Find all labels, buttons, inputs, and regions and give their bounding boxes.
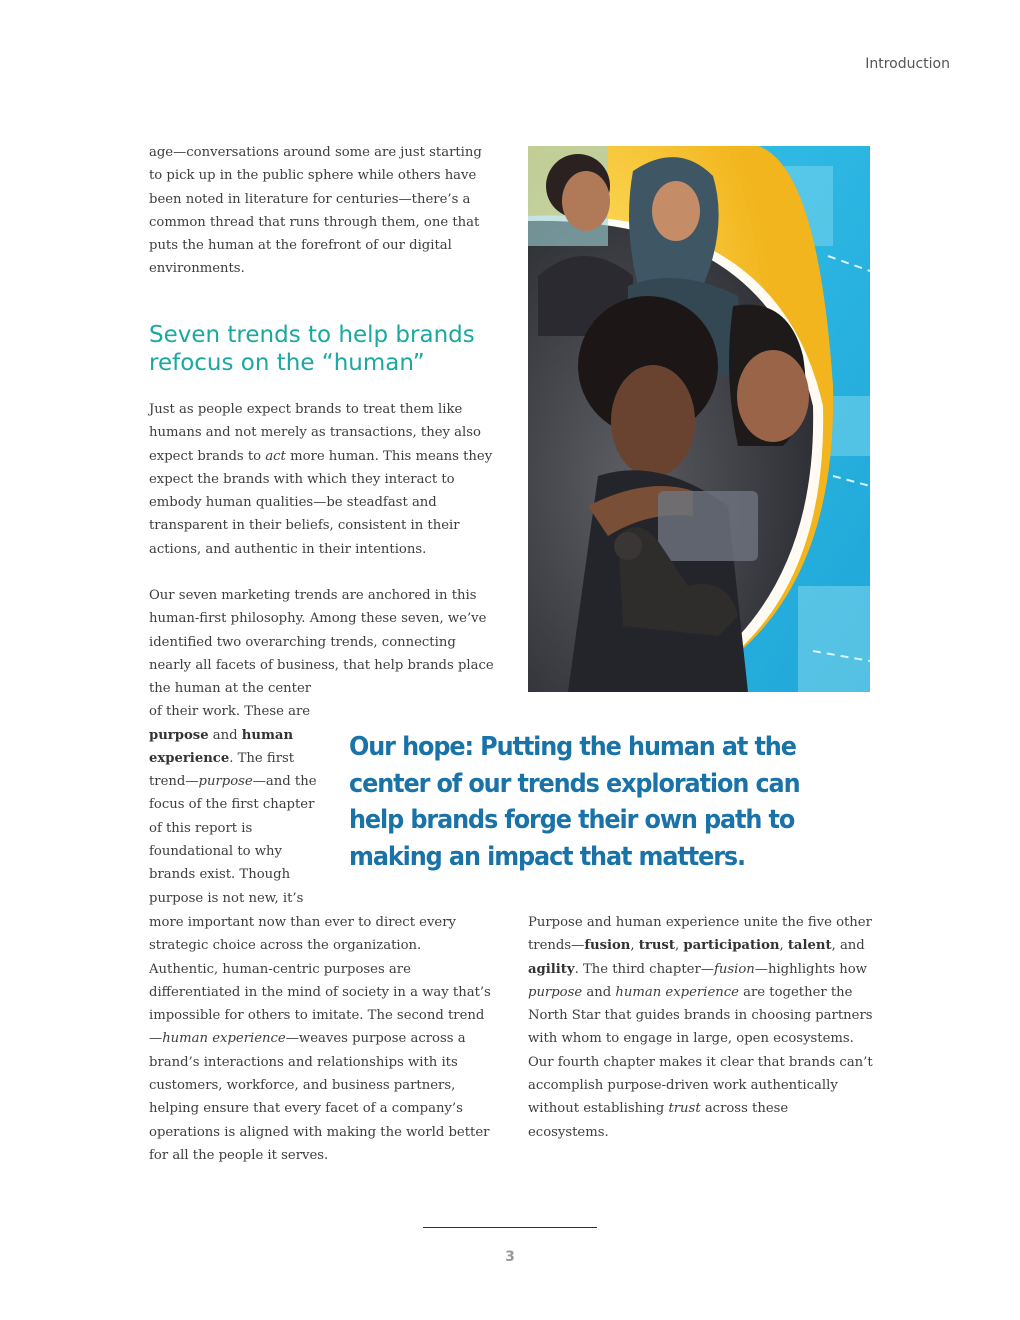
col2-sep-4: , and <box>831 938 865 954</box>
col2-text-a: Purpose and human experience unite the five other trends— <box>528 915 872 954</box>
col2-sep-3: , <box>779 938 788 954</box>
pull-quote: Our hope: Putting the human at the center of our trends exploration can help brands forge their own path to making an impact that matters. <box>349 732 800 872</box>
para2-emphasis-human-experience: human experience <box>162 1031 286 1047</box>
para2-text-n2: . The first trend— <box>149 750 295 790</box>
para1-text-b: more human. This means they expect the brands with which they interact to embody human qualities—be steadfast and transparent in their beliefs, consistent in their actions, and authentic in their intentions. <box>149 448 493 557</box>
col2-emphasis-trust: trust <box>668 1101 701 1117</box>
para2-text-and: and <box>208 727 242 743</box>
para2-text-n1: the human at the center of their work. These are <box>149 681 312 720</box>
people-photo <box>528 146 870 692</box>
para2-bold-human-experience: human experience <box>149 727 294 766</box>
paragraph-seven-trends-top: Our seven marketing trends are anchored in this human-first philosophy. Among these seven, we’ve identified two overarching trends, connecting nearly all facets of business, that help brands place <box>149 588 494 673</box>
para1-emphasis-act: act <box>265 448 286 464</box>
col2-sep-1: , <box>630 938 639 954</box>
para2-text-n3: —and the focus of the first chapter of this report is foundational to why brands exist. Though purpose is not new, it’s <box>149 774 317 906</box>
paragraph-seven-trends-bottom <box>149 911 494 1167</box>
col2-emphasis-fusion: fusion <box>713 961 755 977</box>
footer-divider <box>423 1227 597 1228</box>
col2-sep-2: , <box>674 938 684 954</box>
col2-text-e: are together the North Star that guides brands in choosing partners with whom to engage in large, open ecosystems. Our fourth chapter makes it clear that brands can’t accomplish purpose-driven work authentically without establishing <box>528 984 873 1117</box>
col2-text-f: across these ecosystems. <box>528 1101 789 1140</box>
trend-agility: agility <box>528 961 575 977</box>
para2-emphasis-purpose: purpose <box>198 774 253 790</box>
trend-fusion: fusion <box>584 938 631 954</box>
col2-text-d: and <box>582 984 616 1000</box>
trend-participation: participation <box>683 938 780 954</box>
paragraph-seven-trends-narrow <box>149 677 324 910</box>
section-heading: Seven trends to help brands refocus on the “human” <box>149 322 475 376</box>
trend-trust: trust <box>638 938 675 954</box>
people-photo-illustration <box>528 146 870 692</box>
col2-text-b: . The third chapter— <box>574 961 714 977</box>
section-header: Introduction <box>865 56 950 72</box>
paragraph-brands-act-human <box>149 398 494 561</box>
intro-paragraph: age—conversations around some are just starting to pick up in the public sphere while others have been noted in literature for centuries—there’s a common thread that runs through them, one that puts the human at the forefront of our digital environments. <box>149 145 482 277</box>
col2-text-c: —highlights how <box>754 961 867 977</box>
trend-talent: talent <box>787 938 832 954</box>
para2-text-bottom1: more important now than ever to direct every strategic choice across the organization. Authentic, human-centric purposes are differentiated in the mind of society in a way that’s impossible for others to imitate. The second trend— <box>149 915 491 1047</box>
para1-text-a: Just as people expect brands to treat them like humans and not merely as transactions, they also expect brands to <box>149 402 481 464</box>
page-number: 3 <box>505 1249 515 1265</box>
para2-text-bottom2: —weaves purpose across a brand’s interactions and relationships with its customers, workforce, and business partners, helping ensure that every facet of a company’s operations is aligned with making the world better for all the people it serves. <box>149 1031 490 1163</box>
para2-bold-purpose: purpose <box>149 727 209 743</box>
paragraph-five-other-trends <box>528 911 873 1144</box>
col2-emphasis-human-experience: human experience <box>615 984 739 1000</box>
col2-emphasis-purpose: purpose <box>528 984 583 1000</box>
